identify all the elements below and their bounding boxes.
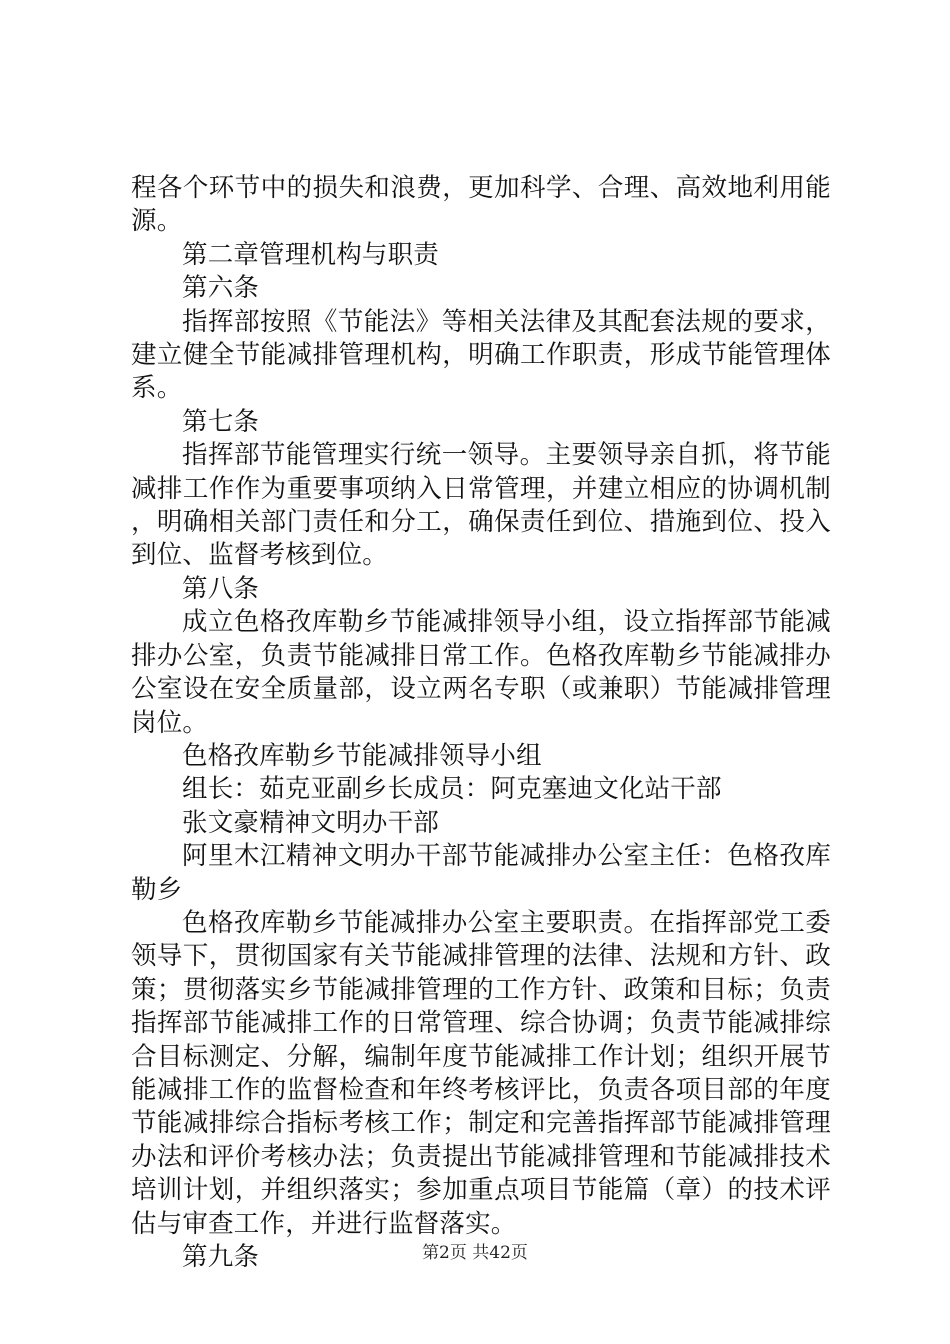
leadership-group-member: 张文豪精神文明办干部	[182, 807, 440, 838]
page-number-footer: 第2页 共42页	[422, 1243, 528, 1263]
article-8-heading: 第八条	[182, 573, 260, 604]
article-6-body: 指挥部按照《节能法》等相关法律及其配套法规的要求，建立健全节能减排管理机构，明确工作职责，形成节能管理体系。	[131, 306, 831, 404]
article-8-body: 成立色格孜库勒乡节能减排领导小组，设立指挥部节能减排办公室，负责节能减排日常工作。色格孜库勒乡节能减排办公室设在安全质量部，设立两名专职（或兼职）节能减排管理岗位。	[131, 607, 831, 738]
article-7-body: 指挥部节能管理实行统一领导。主要领导亲自抓，将节能减排工作作为重要事项纳入日常管理，并建立相应的协调机制，明确相关部门责任和分工，确保责任到位、措施到位、投入到位、监督考核到位。	[131, 440, 831, 571]
paragraph-continuation: 程各个环节中的损失和浪费，更加科学、合理、高效地利用能源。	[131, 173, 831, 237]
article-6-heading: 第六条	[182, 273, 260, 304]
office-director: 阿里木江精神文明办干部节能减排办公室主任：色格孜库勒乡	[131, 841, 831, 905]
leadership-group-title: 色格孜库勒乡节能减排领导小组	[182, 740, 542, 771]
article-9-heading: 第九条	[182, 1242, 260, 1272]
document-body	[131, 172, 831, 1274]
chapter-heading: 第二章管理机构与职责	[182, 239, 440, 270]
office-duties: 色格孜库勒乡节能减排办公室主要职责。在指挥部党工委领导下，贯彻国家有关节能减排管理的法律、法规和方针、政策；贯彻落实乡节能减排管理的工作方针、政策和目标；负责指挥部节能减排工作的日常管理、综合协调；负责节能减排综合目标测定、分解，编制年度节能减排工作计划；组织开展节能减排工作的监督检查和年终考核评比，负责各项目部的年度节能减排综合指标考核工作；制定和完善指挥部节能减排管理办法和评价考核办法；负责提出节能减排管理和节能减排技术培训计划，并组织落实；参加重点项目节能篇（章）的技术评估与审查工作，并进行监督落实。	[131, 907, 831, 1239]
leadership-group-leader: 组长：茹克亚副乡长成员：阿克塞迪文化站干部	[182, 774, 722, 805]
article-7-heading: 第七条	[182, 406, 260, 437]
